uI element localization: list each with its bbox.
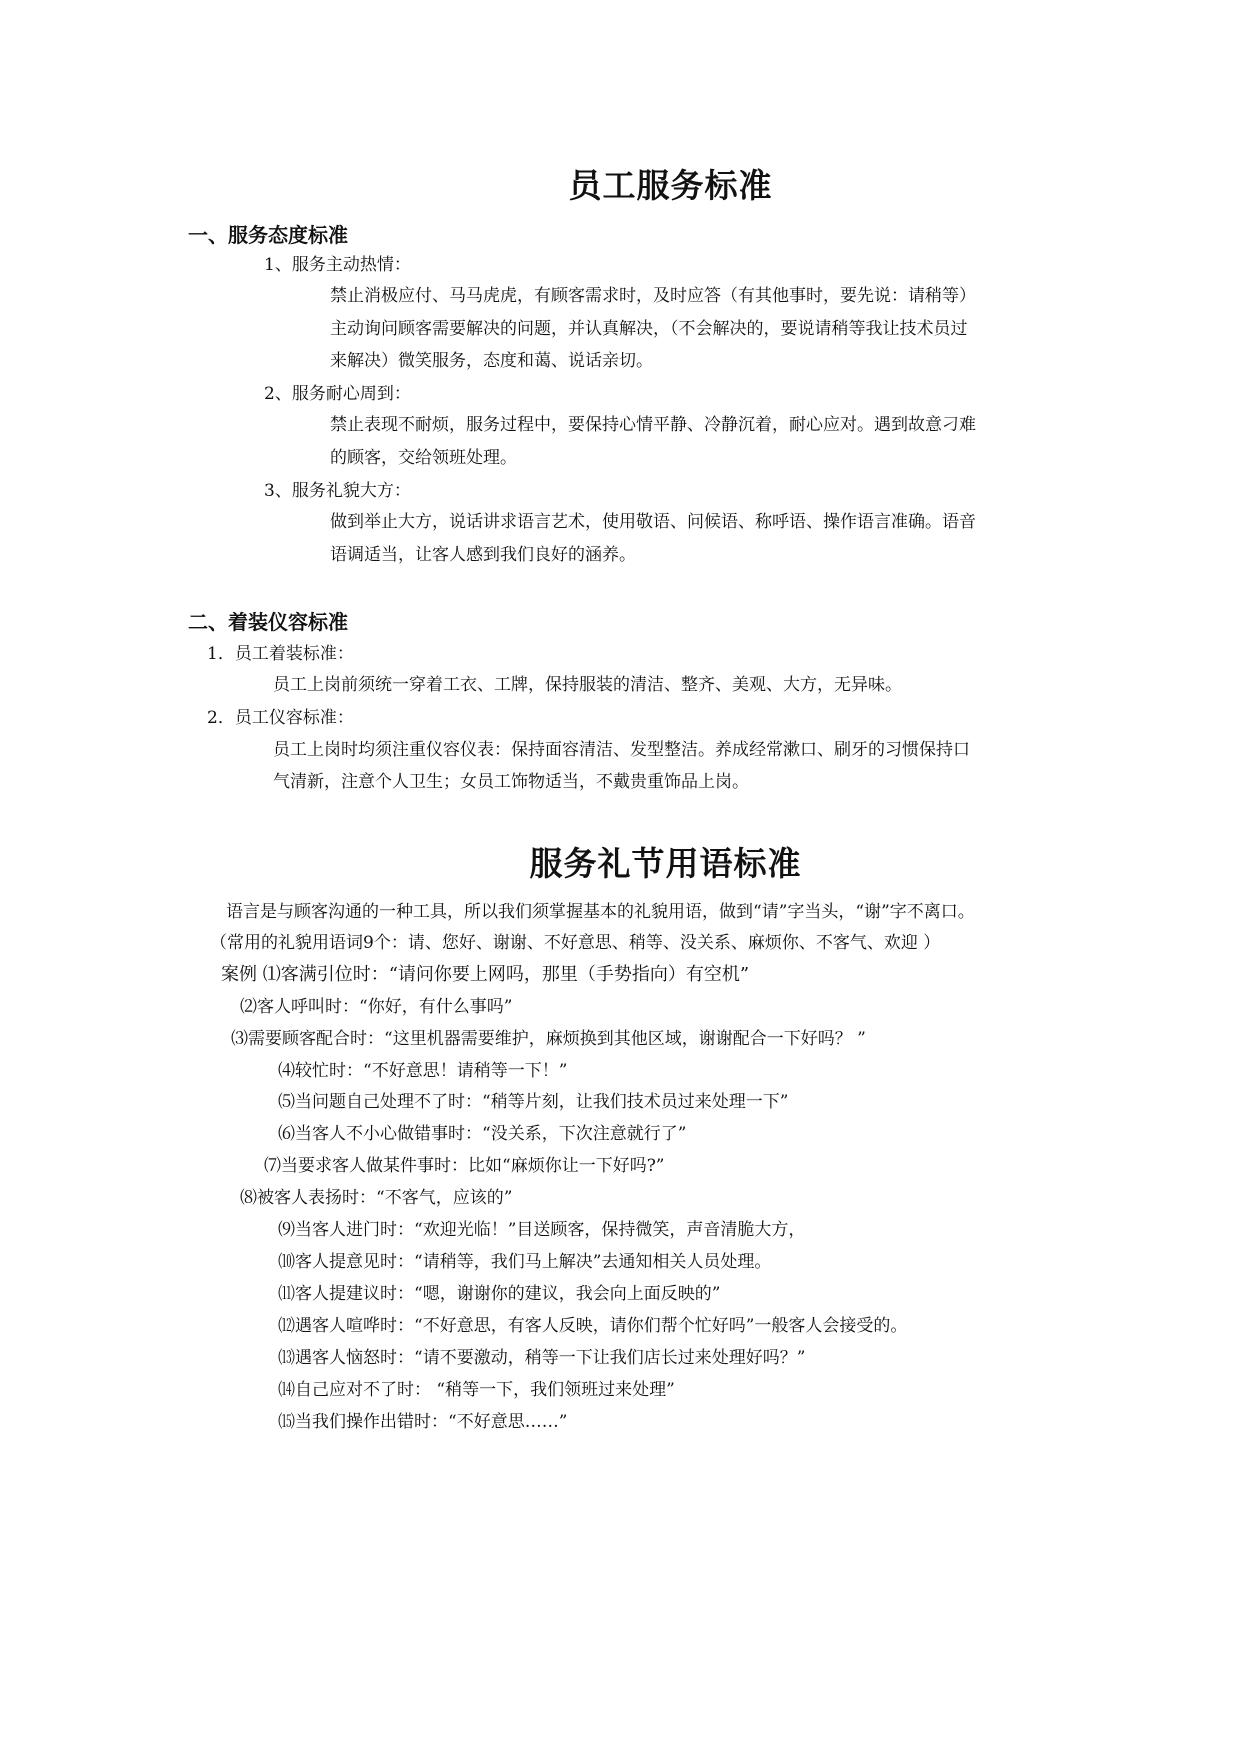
item-label: 3、服务礼貌大方： [264, 481, 411, 501]
section-heading-dress-code: 二、着装仪容标准 [188, 610, 348, 634]
case-item: ⑷较忙时：“不好意思！请稍等一下！” [278, 1061, 568, 1081]
case-item: ⑾客人提建议时：“嗯，谢谢你的建议，我会向上面反映的” [278, 1284, 721, 1304]
case-item: ⒂当我们操作出错时：“不好意思……” [278, 1412, 568, 1432]
item-label: 1．员工着装标准： [207, 644, 354, 664]
intro-paragraph: 语言是与顾客沟通的一种工具，所以我们须掌握基本的礼貌用语，做到“请”字当头，“谢”字不离口。 [226, 902, 975, 922]
case-item: ⑹当客人不小心做错事时：“没关系，下次注意就行了” [278, 1124, 687, 1144]
case-item: ⒁自己应对不了时： “稍等一下，我们领班过来处理” [278, 1380, 675, 1400]
case-item: 案例 ⑴客满引位时：“请问你要上网吗，那里（手势指向）有空机” [221, 964, 750, 985]
case-item: ⑽客人提意见时：“请稍等，我们马上解决”去通知相关人员处理。 [278, 1252, 772, 1272]
case-item: ⑸当问题自己处理不了时：“稍等片刻，让我们技术员过来处理一下” [278, 1092, 789, 1112]
document-title: 员工服务标准 [568, 166, 773, 205]
paragraph-line: 来解决）微笑服务，态度和蔼、说话亲切。 [330, 351, 653, 371]
paragraph-line: 主动询问顾客需要解决的问题，并认真解决，（不会解决的，要说请稍等我让技术员过 [330, 319, 968, 339]
case-item: ⑿遇客人喧哗时：“不好意思，有客人反映，请你们帮个忙好吗”一般客人会接受的。 [278, 1316, 908, 1336]
case-item: ⑺当要求客人做某件事时：比如“麻烦你让一下好吗?” [264, 1156, 665, 1176]
paragraph-line: 禁止表现不耐烦，服务过程中，要保持心情平静、冷静沉着，耐心应对。遇到故意刁难 [330, 415, 976, 435]
paragraph-line: 的顾客，交给领班处理。 [330, 448, 517, 468]
paragraph-line: 气清新，注意个人卫生；女员工饰物适当，不戴贵重饰品上岗。 [273, 772, 749, 792]
case-item: ⒀遇客人恼怒时：“请不要激动，稍等一下让我们店长过来处理好吗？” [278, 1348, 806, 1368]
case-item: ⑵客人呼叫时：“你好，有什么事吗” [240, 997, 513, 1017]
case-item: ⑶需要顾客配合时：“这里机器需要维护，麻烦换到其他区域，谢谢配合一下好吗？ ” [231, 1029, 866, 1049]
common-phrases-note: （常用的礼貌用语词9个：请、您好、谢谢、不好意思、稍等、没关系、麻烦你、不客气、欢迎 ） [210, 933, 941, 953]
paragraph-line: 员工上岗时均须注重仪容仪表：保持面容清洁、发型整洁。养成经常漱口、刷牙的习惯保持口 [273, 740, 970, 760]
item-label: 2、服务耐心周到： [264, 384, 411, 404]
paragraph-line: 禁止消极应付、马马虎虎，有顾客需求时，及时应答（有其他事时，要先说：请稍等） [330, 286, 976, 306]
item-label: 2．员工仪容标准： [207, 708, 354, 728]
item-label: 1、服务主动热情： [264, 255, 411, 275]
case-item: ⑼当客人进门时：“欢迎光临！”目送顾客，保持微笑，声音清脆大方， [278, 1220, 806, 1240]
section-heading-service-attitude: 一、服务态度标准 [188, 223, 348, 247]
paragraph-line: 做到举止大方，说话讲求语言艺术，使用敬语、问候语、称呼语、操作语言准确。语音 [330, 512, 976, 532]
section-title-etiquette: 服务礼节用语标准 [529, 844, 802, 883]
paragraph-line: 员工上岗前须统一穿着工衣、工牌，保持服装的清洁、整齐、美观、大方，无异味。 [273, 675, 902, 695]
case-item: ⑻被客人表扬时：“不客气，应该的” [240, 1188, 513, 1208]
paragraph-line: 语调适当，让客人感到我们良好的涵养。 [330, 545, 636, 565]
